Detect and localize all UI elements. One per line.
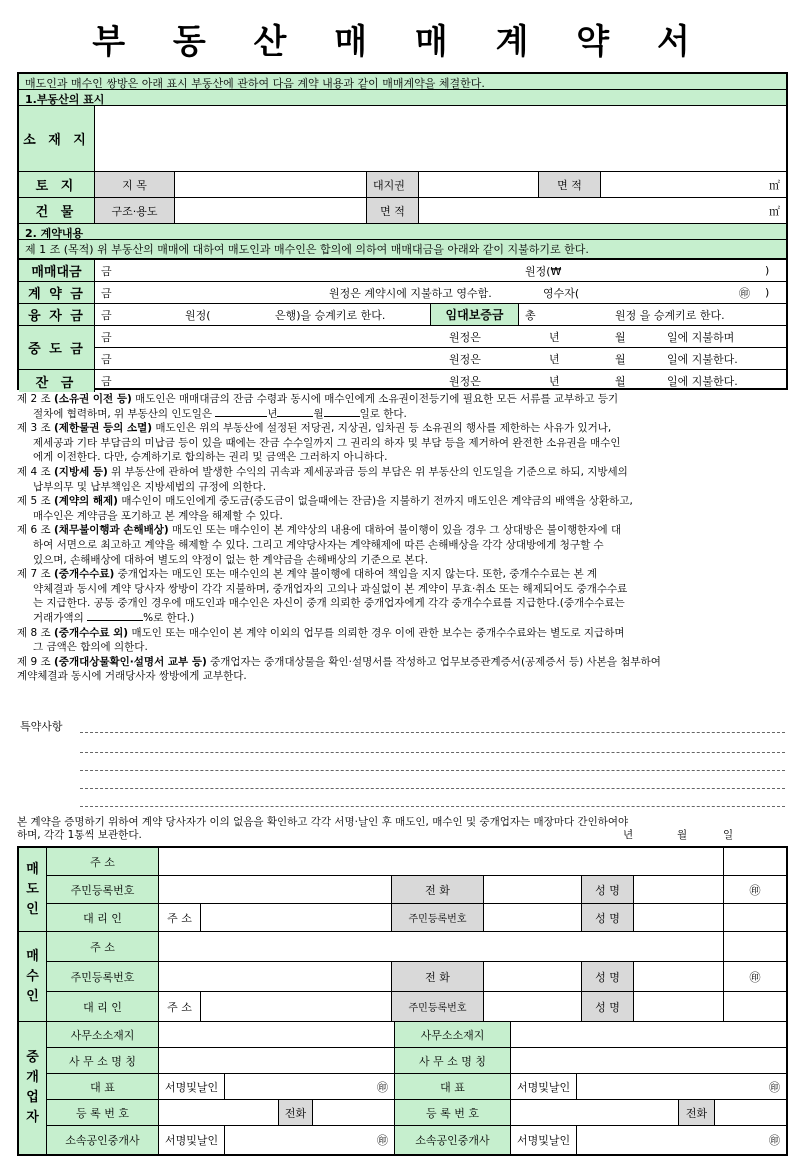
broker1-rep-input[interactable]	[225, 1074, 395, 1099]
buyer-address-row: 주 소	[47, 932, 786, 962]
seller-id-input[interactable]	[159, 876, 392, 903]
clause-2: 제 2 조 (소유권 이전 등) 매도인은 매매대금의 잔금 수령과 동시에 매수인에게 소유권이전등기에 필요한 모든 서류를 교부하고 등기	[17, 393, 619, 405]
buyer-address-input[interactable]	[159, 932, 724, 961]
broker1-office-name-input[interactable]	[159, 1048, 395, 1073]
land-right-label: 대지권	[367, 172, 419, 197]
special-terms-label: 특약사항	[20, 720, 63, 733]
sale-price-row	[19, 260, 786, 282]
broker2-rep-input[interactable]	[577, 1074, 786, 1099]
date-month: 월	[677, 829, 688, 841]
broker1-office-address-input[interactable]	[159, 1022, 395, 1047]
seller-address-input[interactable]	[159, 848, 724, 875]
land-area-input[interactable]	[601, 172, 786, 197]
buyer-agent-row: 대 리 인 주 소 주민등록번호 성 명	[47, 992, 786, 1022]
parties-table	[17, 846, 788, 1156]
document-title: 부 동 산 매 매 계 약 서	[92, 22, 708, 62]
seller-phone-input[interactable]	[484, 876, 582, 903]
deposit-row	[19, 282, 786, 304]
intro-text: 매도인과 매수인 쌍방은 아래 표시 부동산에 관하여 다음 계약 내용과 같이 매매계약을 체결한다.	[25, 77, 485, 90]
broker-office-name-row: 사 무 소 명 칭 사 무 소 명 칭	[47, 1048, 786, 1074]
broker-rep-row: 대 표 서명및날인 ㊞ 대 표 서명및날인 ㊞	[47, 1074, 786, 1100]
contract-clauses: 제 2 조 (소유권 이전 등) 매도인은 매매대금의 잔금 수령과 동시에 매수인에게 소유권이전등기에 필요한 모든 서류를 교부하고 등기 절차에 협력하며, 위 부동산의 인도일은 년 월 일로 한다. 제 3 조 (제한물권 등의 소멸) 매도인은 위의 부동산에 설정된 저당권, 지상권, 임차권 등 소유권의 행사를 제한하는 사유가 있거나, 제세공과 기타 부담금의 미납금 등이 있을 때에는 잔금 수수일까지 그 권리의 하자 및 부담 등을 제거하여 완전한 소유권을 매수인 에게 이전한다. 다만, 승계하기로 합의하는 권리 및 금액은 그러하지 아니하다. 제 4 조 (지방세 등) 위 부동산에 관하여 발생한 수익의 귀속과 제세공과금 등의 부담은 위 부동산의 인도일을 기준으로 하되, 지방세의 납부의무 및 납부책임은 지방세법의 규정에 의한다. 제 5 조 (계약의 해제) 매수인이 매도인에게 중도금(중도금이 없을때에는 잔금)을 지불하기 전까지 매도인은 계약금의 배액을 상환하고, 매수인은 계약금을 포기하고 본 계약을 해제할 수 있다. 제 6 조 (채무불이행과 손해배상) 매도인 또는 매수인이 본 계약상의 내용에 대하여 불이행이 있을 경우 그 상대방은 불이행한자에 대 하여 서면으로 최고하고 계약을 해제할 수 있다. 그리고 계약당사자는 계약해제에 따른 손해배상을 각각 상대방에게 청구할 수 있으며, 손해배상에 대하여 별도의 약정이 없는 한 계약금을 손해배상의 기준으로 본다. 제 7 조 (중개수수료) 중개업자는 매도인 또는 매수인의 본 계약 불이행에 대하여 책임을 지지 않는다. 또한, 중개수수료는 본 계 약체결과 동시에 계약 당사자 쌍방이 각각 지불하며, 중개업자의 고의나 과실없이 본 계약이 무효·취소 또는 해제되어도 중개수수료 는 지급한다. 공동 중개인 경우에 매도인과 매수인은 자신이 중개 의뢰한 중개업자에게 각각 중개수수료를 지급한다.(중개수수료는 거래가액의 %로 한다.) 제 8 조 (중개수수료 외) 매도인 또는 매수인이 본 계약 이외의 업무를 의뢰한 경우 이에 관한 보수는 중개수수료와는 별도로 지급하며 그 금액은 합의에 의한다. 제 9 조 (중개대상물확인·설명서 교부 등) 중개업자는 중개대상물을 확인·설명서를 작성하고 업무보증관계증서(공제증서 등) 사본을 첨부하여 계약체결과 동시에 거래당사자 쌍방에게 교부한다.	[17, 392, 788, 684]
buyer-seal-icon[interactable]: ㊞	[724, 932, 786, 1022]
clause1: 제 1 조 (목적) 위 부동산의 매매에 대하여 매도인과 매수인은 합의에 의하여 매매대금을 아래와 같이 지불하기로 한다.	[19, 240, 786, 260]
clause-3: 제 3 조 (제한물권 등의 소멸) 매도인은 위의 부동산에 설정된 저당권, 지상권, 임차권 등 소유권의 행사를 제한하는 사유가 있거나,	[17, 422, 612, 435]
deposit-label: 계 약 금	[19, 282, 95, 303]
middle-payment-input-1[interactable]: 금 원정은 년 월 일에 지불하며	[95, 326, 786, 348]
loan-label: 융 자 금	[19, 304, 95, 325]
broker2-tel-input[interactable]	[715, 1100, 786, 1125]
seal-icon: ㊞	[769, 1134, 780, 1147]
clause-7: 제 7 조 (중개수수료) 중개업자는 매도인 또는 매수인의 본 계약 불이행에 대하여 책임을 지지 않는다. 또한, 중개수수료는 본 계	[17, 568, 598, 581]
seal-icon: ㊞	[377, 1134, 388, 1147]
building-structure-input[interactable]	[175, 198, 367, 223]
seller-agent-name-input[interactable]	[634, 904, 724, 931]
buyer-agent-address-input[interactable]	[201, 992, 392, 1021]
seller-agent-address-input[interactable]	[201, 904, 392, 931]
date-year: 년	[623, 829, 634, 841]
broker1-assoc-input[interactable]	[225, 1126, 395, 1154]
sqm-unit: ㎡	[769, 178, 780, 192]
broker2-reg-input[interactable]	[511, 1100, 679, 1125]
buyer-id-row: 주민등록번호 전 화 성 명	[47, 962, 786, 992]
seller-id-row: 주민등록번호 전 화 성 명	[47, 876, 786, 904]
building-area-label: 면 적	[367, 198, 419, 223]
building-area-input[interactable]: ㎡	[769, 204, 780, 218]
buyer-name-input[interactable]	[634, 962, 724, 991]
land-row	[19, 172, 786, 198]
loan-row	[19, 304, 786, 326]
date-day: 일	[723, 829, 734, 841]
sale-price-label: 매매대금	[19, 260, 95, 281]
intro-row	[19, 74, 786, 90]
seller-agent-row: 대 리 인 주 소 주민등록번호 성 명	[47, 904, 786, 932]
broker1-tel-input[interactable]	[313, 1100, 395, 1125]
deposit-input[interactable]: 금 원정은 계약시에 지불하고 영수함. 영수자( ㊞ )	[101, 286, 770, 300]
seal-icon: ㊞	[739, 286, 750, 300]
seller-agent-id-input[interactable]	[484, 904, 582, 931]
broker-office-address-row: 사무소소재지 사무소소재지	[47, 1022, 786, 1048]
broker1-reg-input[interactable]	[159, 1100, 279, 1125]
land-label: 토 지	[19, 172, 95, 197]
broker2-office-name-input[interactable]	[511, 1048, 786, 1073]
buyer-label: 매 수 인	[19, 932, 47, 1022]
seller-address-row: 주 소	[47, 848, 786, 876]
seal-icon: ㊞	[769, 1080, 780, 1094]
broker2-assoc-input[interactable]	[577, 1126, 786, 1154]
location-row	[19, 106, 786, 172]
broker2-office-address-input[interactable]	[511, 1022, 786, 1047]
buyer-phone-input[interactable]	[484, 962, 582, 991]
property-contract-table	[17, 72, 788, 390]
broker-assoc-row: 소속공인중개사 서명및날인 ㊞ 소속공인중개사 서명및날인 ㊞	[47, 1126, 786, 1154]
section2-heading: 2. 계약내용	[19, 224, 786, 240]
land-category-input[interactable]	[175, 172, 367, 197]
clause-8: 제 8 조 (중개수수료 외) 매도인 또는 매수인이 본 계약 이외의 업무를 의뢰한 경우 이에 관한 보수는 중개수수료와는 별도로 지급하며	[17, 626, 625, 639]
middle-payment-input-2[interactable]: 금 원정은 년 월 일에 지불한다.	[101, 353, 738, 366]
buyer-id-input[interactable]	[159, 962, 392, 991]
balance-label: 잔 금	[19, 370, 95, 392]
land-area-label: 면 적	[539, 172, 601, 197]
middle-payment-row	[19, 326, 786, 370]
broker-label: 중 개 업 자	[19, 1022, 47, 1154]
closing-statement: 본 계약을 증명하기 위하여 계약 당사자가 이의 없음을 확인하고 각각 서명·날인 후 매도인, 매수인 및 중개업자는 매장마다 간인하여야 하며, 각각 1통씩 보관한다. 년 월 일	[17, 816, 734, 841]
special-terms[interactable]	[20, 718, 788, 808]
loan-input[interactable]: 금 원정( 은행)을 승계키로 한다.	[95, 304, 431, 325]
land-category-label: 지 목	[95, 172, 175, 197]
seller-seal-icon[interactable]: ㊞	[724, 848, 786, 932]
sale-price-input[interactable]: 금 원정(₩ )	[101, 264, 770, 278]
seller-label: 매 도 인	[19, 848, 47, 932]
clause-9: 제 9 조 (중개대상물확인·설명서 교부 등) 중개업자는 중개대상물을 확인·설명서를 작성하고 업무보증관계증서(공제증서 등) 사본을 첨부하여	[17, 655, 661, 668]
building-structure-label: 구조·용도	[95, 198, 175, 223]
broker-reg-row: 등 록 번 호 전화 등 록 번 호 전화	[47, 1100, 786, 1126]
location-input[interactable]	[95, 106, 786, 171]
seller-name-input[interactable]	[634, 876, 724, 903]
buyer-agent-id-input[interactable]	[484, 992, 582, 1021]
middle-payment-label: 중 도 금	[19, 326, 95, 369]
location-label: 소 재 지	[19, 106, 95, 171]
clause-4: 제 4 조 (지방세 등) 위 부동산에 관하여 발생한 수익의 귀속과 제세공과금 등의 부담은 위 부동산의 인도일을 기준으로 하되, 지방세의	[17, 465, 628, 478]
balance-input[interactable]: 금 원정은 년 월 일에 지불한다.	[101, 375, 738, 388]
section1-heading: 1.부동산의 표시	[19, 90, 786, 106]
clause-5: 제 5 조 (계약의 해제) 매수인이 매도인에게 중도금(중도금이 없을때에는 잔금)을 지불하기 전까지 매도인은 계약금의 배액을 상환하고,	[17, 495, 633, 508]
buyer-agent-name-input[interactable]	[634, 992, 724, 1021]
building-label: 건 물	[19, 198, 95, 223]
clause-6: 제 6 조 (채무불이행과 손해배상) 매도인 또는 매수인이 본 계약상의 내용에 대하여 불이행이 있을 경우 그 상대방은 불이행한자에 대	[17, 524, 622, 537]
land-right-input[interactable]	[419, 172, 539, 197]
building-row	[19, 198, 786, 224]
lease-deposit-label: 임대보증금	[431, 304, 519, 325]
seal-icon: ㊞	[377, 1080, 388, 1094]
balance-row	[19, 370, 786, 392]
lease-deposit-input[interactable]: 총 원정 을 승계키로 한다.	[525, 308, 725, 322]
